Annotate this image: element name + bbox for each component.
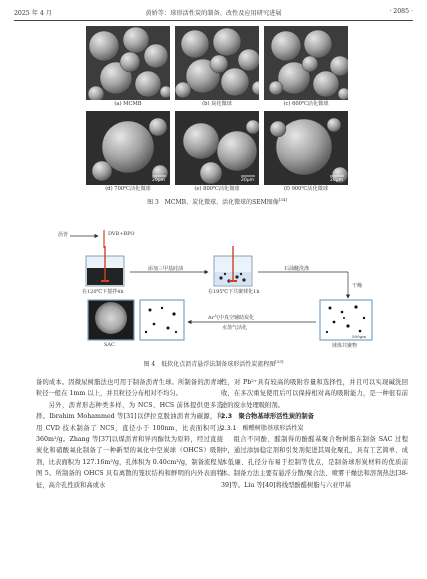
label-scale-product: 500μm	[352, 334, 367, 339]
sem-panel	[264, 111, 348, 194]
microsphere	[304, 30, 332, 58]
label-step3: 石油醚洗涤	[284, 266, 310, 272]
left-paragraph-1: 备的成本。因微尿树脂法也可用于制备沥青生球。所制备的沥青球粒径一般在 1mm 以上，并且粒径分布相对不均匀。	[36, 379, 223, 398]
microsphere	[327, 118, 341, 132]
sem-panel	[175, 111, 259, 194]
sem-panel-caption: (c) 600℃活化微球	[283, 101, 329, 107]
sem-micrograph	[175, 26, 259, 100]
microsphere	[183, 123, 219, 159]
sem-panel-caption: (f) 900℃活化微球	[283, 186, 329, 192]
section-heading-2-3: 2.3 聚合物基球形活性炭的制备	[221, 413, 315, 421]
body-column-right	[221, 377, 408, 491]
microsphere	[246, 120, 259, 134]
running-header	[14, 8, 413, 20]
microsphere	[88, 86, 104, 100]
label-initiator: DVB+BPO	[108, 231, 135, 237]
sem-panel	[264, 26, 348, 109]
microsphere	[123, 27, 149, 53]
microsphere	[160, 86, 170, 98]
right-paragraph-2: 组合不同酚、醛制得的酚醛基聚合物树脂在制备 SAC 过程中，通过添加稳定剂和引发剂促进其周化聚孔，具有工艺简单、成本低廉、孔径分布易于控制等优点，是制备球形炭材料的优质前体。制备方法主要有悬浮分散/聚合法、喷雾干燥法和溶剂热法[38-39]等。Liu 等[40]将线型酚醛树脂与六亚甲基	[221, 436, 408, 489]
scale-bar-label: 20μm	[330, 178, 343, 183]
sem-panel-caption: (d) 700℃活化微球	[105, 186, 151, 192]
microsphere	[269, 81, 283, 95]
microsphere	[217, 131, 257, 171]
sem-micrograph	[175, 111, 259, 185]
right-paragraph-1: 性，对 Pb²⁺具有较高的吸附容量和选择性，并且可以实现碱洗回收，在多次重复使用后可以保持相对高的吸附能力，是一种很有前途的废水处理吸附剂。	[221, 379, 408, 409]
microsphere	[120, 52, 140, 72]
microsphere	[238, 49, 259, 71]
sem-panel-caption: (e) 800℃活化微球	[194, 186, 240, 192]
label-step4: 干燥	[352, 283, 363, 289]
label-step5b: 水蒸气活化	[222, 325, 248, 331]
figure-4-caption	[0, 359, 427, 368]
figure-3-caption-text: 图 3 MCMB、炭化微球、活化微球的SEM图像	[147, 199, 279, 206]
microsphere	[149, 118, 167, 136]
microsphere	[313, 71, 339, 97]
subsection-heading-2-3-1: 2.3.1 酚醛树脂基球形活性炭	[221, 424, 304, 432]
label-product: 球体共聚物	[332, 343, 358, 349]
beaker-1	[86, 246, 124, 286]
scale-bar-label: 20μm	[241, 178, 254, 183]
microsphere	[89, 31, 119, 61]
label-step1-condition: 在120℃下搅拌4h	[82, 289, 124, 295]
microsphere	[221, 68, 249, 96]
microsphere	[213, 28, 241, 56]
label-sac: SAC	[104, 342, 115, 348]
figure-4-caption-text: 图 4 低软化点沥青悬浮法制备球形活性炭流程图	[143, 361, 276, 368]
scale-bar-label: 20μm	[152, 178, 165, 183]
microsphere	[270, 121, 286, 137]
label-pitch: 沥青	[58, 232, 69, 238]
sem-micrograph	[264, 26, 348, 100]
microsphere	[92, 161, 112, 181]
label-step5: Ar气中真空辅助炭化	[208, 315, 255, 321]
header-rule	[14, 20, 413, 21]
sem-micrograph	[264, 111, 348, 185]
label-step2-condition: 在195℃下共聚球化1h	[208, 289, 260, 295]
micrograph-intermediate	[140, 300, 184, 340]
beaker-2	[214, 246, 252, 286]
micrograph-sac	[88, 300, 134, 340]
sem-panel	[175, 26, 259, 109]
sem-micrograph	[86, 26, 170, 100]
figure-4-caption-ref: [35]	[275, 359, 284, 364]
microsphere	[271, 31, 301, 61]
sem-panel	[86, 26, 170, 109]
figure-3-caption	[86, 197, 348, 206]
body-column-left	[36, 377, 223, 491]
sem-panel-caption: (b) 炭化微球	[202, 101, 232, 107]
microsphere	[175, 82, 191, 98]
sem-micrograph	[86, 111, 170, 185]
microsphere	[200, 162, 222, 184]
sem-panel-caption: (a) MCMB	[114, 101, 142, 107]
header-page-number: · 2085 ·	[389, 8, 413, 15]
microsphere	[181, 30, 209, 58]
microsphere	[338, 88, 348, 100]
microsphere	[144, 44, 168, 68]
left-paragraph-2: 另外，沥青形态种类多样，为 NCS、HCS 前体提供更多选择。Ibrahim Mohammed 等[31]以伊拉克脱油沥青为碳源，利用 CVD 技术制备了 NCS，直径小于 100nm，比表面积可达 360m²/g。Zhang 等[37]以煤沥青和异丙醇钛为原料，经过直接炭化和硝酸氧化制备了一种新型的氧化中空炭球（OHCS）吸附剂，比表面积为 127.16m²/g，孔体积为 0.40cm³/g，制备流程见图 5。所制备的 OHCS 具有离散的笼状结构和鲜明的内外表面特征，高介孔性质和高或水	[36, 401, 223, 489]
sem-panel	[86, 111, 170, 194]
header-date: 2025 年 4 月	[14, 10, 52, 17]
figure-3-caption-ref: [34]	[278, 197, 287, 202]
figure-3-panels	[86, 26, 348, 194]
figure-3	[86, 26, 348, 206]
microsphere	[302, 56, 318, 72]
microsphere	[135, 71, 161, 97]
header-title: 黄娇等：球形活性炭的制备、改性及应用研究进展	[145, 10, 282, 17]
microsphere	[210, 55, 228, 73]
label-step1: 添加三甲基硅油	[148, 266, 184, 272]
figure-4	[58, 228, 376, 356]
